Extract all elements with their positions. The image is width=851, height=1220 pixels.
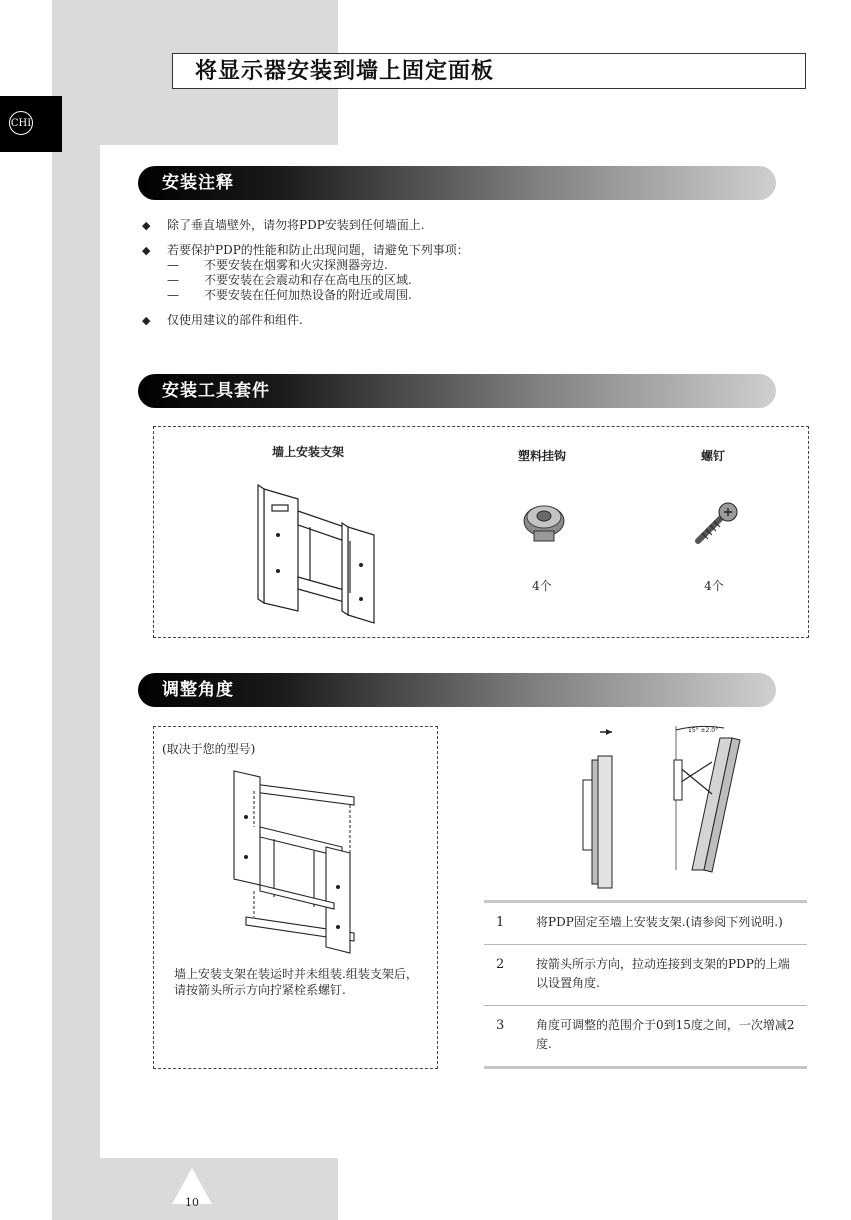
bullet-text: 除了垂直墙壁外，请勿将PDP安装到任何墙面上.	[167, 218, 425, 232]
language-badge: CHI	[9, 111, 33, 135]
language-tab	[0, 96, 62, 152]
kit-box	[153, 426, 809, 638]
notes-list	[142, 218, 782, 338]
step-number: 3	[496, 1018, 505, 1033]
step-item	[484, 1005, 807, 1066]
model-note: (取决于您的型号)	[162, 742, 256, 756]
bullet-text: 仅使用建议的部件和组件.	[167, 313, 303, 327]
page-title-box	[172, 53, 806, 89]
side-view-tilted-illustration	[660, 720, 780, 880]
dash-icon: —	[167, 273, 179, 287]
section-header-notes	[138, 166, 776, 200]
diamond-bullet-icon: ◆	[142, 244, 151, 257]
step-text: 将PDP固定至墙上安装支架.(请参阅下列说明.)	[536, 915, 783, 929]
list-item	[142, 313, 782, 328]
sub-item-text: 不要安装在会震动和存在高电压的区域.	[204, 273, 412, 287]
dash-icon: —	[167, 288, 179, 302]
step-text: 角度可调整的范围介于0到15度之间，一次增减2度.	[536, 1018, 795, 1051]
side-view-upright-illustration	[570, 720, 622, 890]
sub-item-text: 不要安装在烟雾和火灾探测器旁边.	[204, 258, 388, 272]
section-header-angle	[138, 673, 776, 707]
sub-item-text: 不要安装在任何加热设备的附近或周围.	[204, 288, 412, 302]
page-background-bottom	[100, 1158, 338, 1220]
step-number: 2	[496, 957, 505, 972]
screw-icon	[694, 501, 742, 545]
page-title: 将显示器安装到墙上固定面板	[195, 58, 495, 84]
step-item	[484, 944, 807, 1005]
assembly-box	[153, 726, 438, 1069]
diamond-bullet-icon: ◆	[142, 314, 151, 327]
list-item	[142, 218, 782, 233]
section-heading-angle: 调整角度	[162, 680, 234, 700]
list-item	[142, 243, 782, 303]
section-heading-notes: 安装注释	[162, 173, 234, 193]
steps-list	[484, 900, 807, 1069]
kit-item-quantity: 4个	[704, 579, 724, 593]
kit-item-name: 螺钉	[700, 449, 725, 463]
dash-icon: —	[167, 258, 179, 272]
page-number: 10	[185, 1196, 199, 1209]
step-item	[484, 903, 807, 944]
bullet-text: 若要保护PDP的性能和防止出现问题，请避免下列事项：	[167, 243, 469, 257]
bracket-assembly-illustration	[224, 757, 374, 957]
assembly-note: 墙上安装支架在装运时并未组装.组装支架后，请按箭头所示方向拧紧栓系螺钉.	[174, 967, 418, 997]
kit-item-name: 墙上安装支架	[271, 445, 344, 459]
step-number: 1	[496, 915, 505, 930]
section-heading-kit: 安装工具套件	[162, 381, 270, 401]
page-background-side	[52, 145, 100, 1220]
sub-item	[167, 288, 782, 303]
sub-item	[167, 273, 782, 288]
plastic-hanger-icon	[520, 499, 568, 545]
sub-item	[167, 258, 782, 273]
section-header-kit	[138, 374, 776, 408]
angle-label: 15° ±2.0°	[688, 727, 719, 734]
step-text: 按箭头所示方向，拉动连接到支架的PDP的上端以设置角度.	[536, 957, 790, 990]
kit-item-name: 塑料挂钩	[517, 449, 566, 463]
diamond-bullet-icon: ◆	[142, 219, 151, 232]
wall-bracket-illustration	[250, 475, 390, 625]
kit-item-quantity: 4个	[532, 579, 552, 593]
